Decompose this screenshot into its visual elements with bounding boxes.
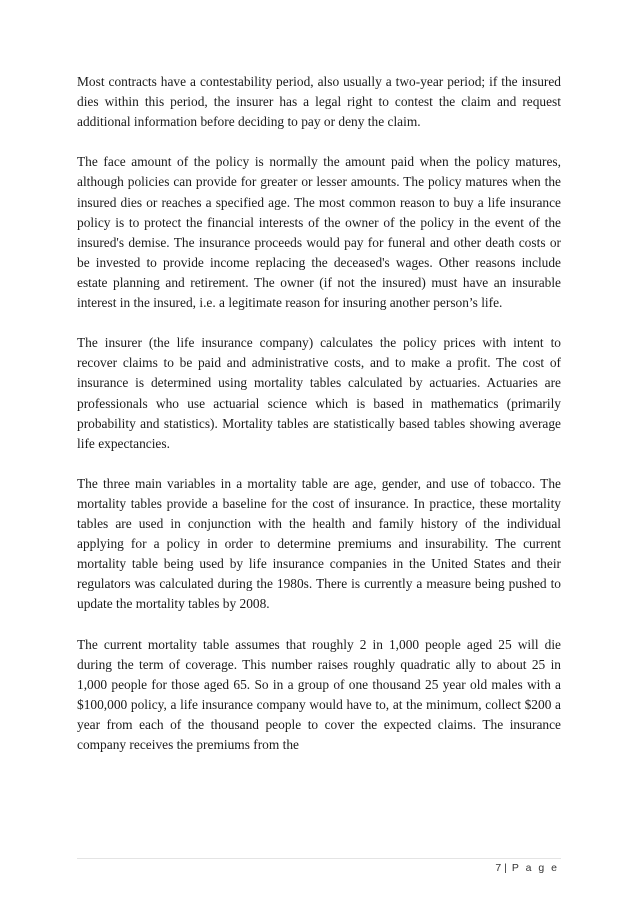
- footer-divider: [77, 858, 561, 859]
- page-footer: [495, 862, 559, 874]
- paragraph-face-amount: The face amount of the policy is normally the amount paid when the policy matures, although policies can provide for greater or lesser amounts. The policy matures when the insured dies or reaches a specified age. The most common reason to buy a life insurance policy is to protect the financial interests of the owner of the policy in the event of the insured's demise. The insurance proceeds would pay for funeral and other death costs or be invested to provide income replacing the deceased's wages. Other reasons include estate planning and retirement. The owner (if not the insured) must have an insurable interest in the insured, i.e. a legitimate reason for insuring another person’s life.: [77, 154, 561, 311]
- page-label: P a g e: [511, 862, 559, 874]
- paragraph-current-mortality: The current mortality table assumes that roughly 2 in 1,000 people aged 25 will die during the term of coverage. This number raises roughly quadratic ally to about 25 in 1,000 people for those aged 65. So in a group of one thousand 25 year old males with a $100,000 policy, a life insurance company would have to, at the minimum, collect $200 a year from each of the thousand people to cover the expected claims. The insurance company receives the premiums from the: [77, 636, 561, 753]
- paragraph-insurer-pricing: The insurer (the life insurance company) calculates the policy prices with intent to recover claims to be paid and administrative costs, and to make a profit. The cost of insurance is determined using mortality tables calculated by actuaries. Actuaries are professionals who use actuarial science which is based in mathematics (primarily probability and statistics). Mortality tables are statistically based tables showing average life expectancies.: [77, 335, 561, 451]
- paragraph-mortality-variables: The three main variables in a mortality table are age, gender, and use of tobacco. The mortality tables provide a baseline for the cost of insurance. In practice, these mortality tables are used in conjunction with the health and family history of the individual applying for a policy in order to determine premiums and insurability. The current mortality table being used by life insurance companies in the United States and their regulators was calculated during the 1980s. There is currently a measure being pushed to update the mortality tables by 2008.: [77, 475, 561, 612]
- page-number: 7: [495, 862, 502, 874]
- paragraph-contestability: Most contracts have a contestability period, also usually a two-year period; if the insured dies within this period, the insurer has a legal right to contest the claim and request additional information before deciding to pay or deny the claim.: [77, 74, 561, 130]
- document-body: [77, 72, 561, 775]
- footer-separator: |: [504, 862, 509, 874]
